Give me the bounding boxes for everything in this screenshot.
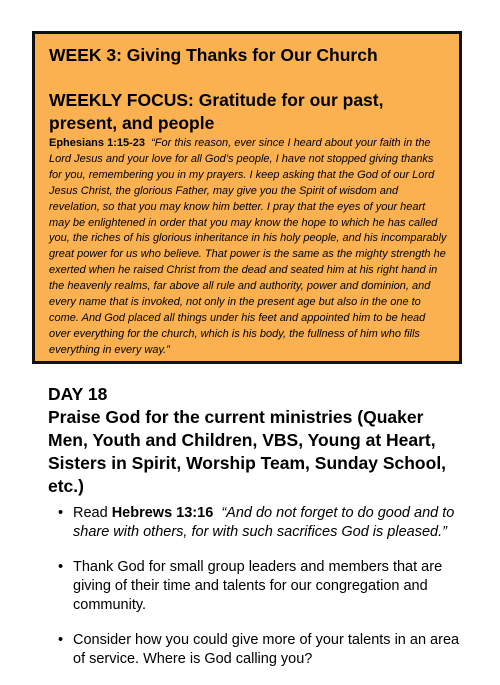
list-item-text: Thank God for small group leaders and members that are giving of their time and talents for our congregation and community. — [73, 559, 443, 613]
list-item-text: Consider how you could give more of your talents in an area of service. Where is God calling you? — [73, 632, 460, 667]
prayer-points-list — [48, 504, 468, 669]
weekly-focus-box — [32, 31, 462, 364]
list-item — [48, 558, 468, 615]
bullet-icon: • — [58, 632, 64, 648]
bullet-icon: • — [58, 505, 64, 521]
list-item — [48, 631, 468, 669]
read-prefix: Read — [73, 505, 112, 521]
scripture-reference: Ephesians 1:15-23 — [49, 137, 145, 149]
scripture-passage — [49, 136, 447, 359]
day-heading: Praise God for the current ministries (Quaker Men, Youth and Children, VBS, Young at Heart, Sisters in Spirit, Worship Team, Sunday School, etc.) — [48, 407, 447, 496]
bible-quote: “And do not forget to do good and to share with others, for with such sacrifices God is pleased.” — [73, 505, 455, 540]
bible-reference: Hebrews 13:16 — [111, 505, 214, 521]
weekly-focus-title: WEEKLY FOCUS: Gratitude for our past, present, and people — [49, 90, 384, 133]
day-title: DAY 18 — [48, 384, 108, 404]
week-title: WEEK 3: Giving Thanks for Our Church — [49, 45, 378, 65]
day-section — [48, 383, 468, 685]
bullet-icon: • — [58, 559, 64, 575]
list-item — [48, 504, 468, 542]
scripture-text: “For this reason, ever since I heard about your faith in the Lord Jesus and your love for all God’s people, I have not stopped giving thanks for you, remembering you in my prayers. I keep asking that the God of our Lord Jesus Christ, the glorious Father, may give you the Spirit of wisdom and revelation, so that you may know him better. I pray that the eyes of your heart may be enlightened in order that you may know the hope to which he has called you, the riches of his glorious inheritance in his holy people, and his incomparably great power for us who believe. That power is the same as the mighty strength he exerted when he raised Christ from the dead and seated him at his right hand in the heavenly realms, far above all rule and authority, power and dominion, and every name that is invoked, not only in the present age but also in the one to come. And God placed all things under his feet and appointed him to be head over everything for the church, which is his body, the fullness of him who fills everything in every way.” — [49, 137, 447, 356]
